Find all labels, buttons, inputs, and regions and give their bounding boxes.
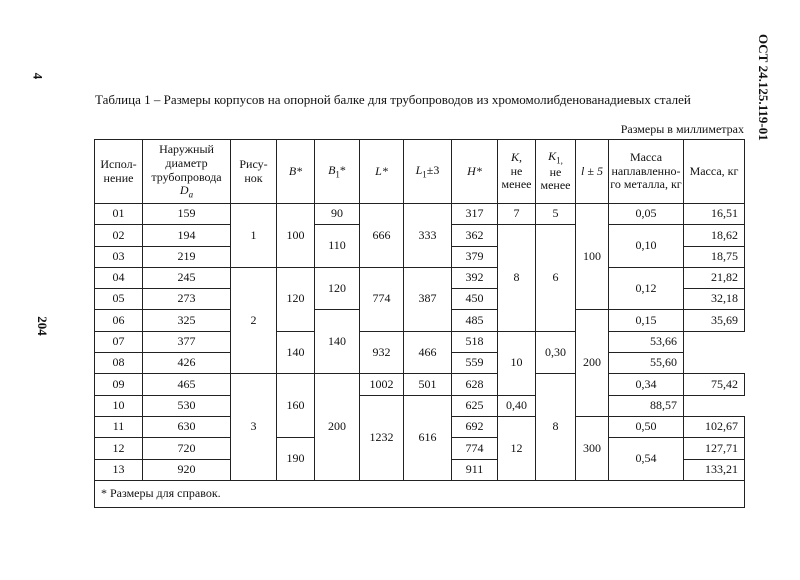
header-k: K, не менее	[498, 140, 536, 204]
cell-weld-mass: 0,30	[536, 331, 576, 374]
footnote: * Размеры для справок.	[95, 480, 745, 507]
cell-mass: 32,18	[684, 289, 745, 310]
cell-diameter: 219	[143, 246, 231, 267]
cell-k: 8	[498, 225, 536, 331]
cell-l-small: 100	[576, 204, 609, 310]
cell-mass: 53,66	[609, 331, 684, 352]
cell-l: 932	[360, 331, 404, 374]
units-note: Размеры в миллиметрах	[620, 122, 744, 136]
cell-h: 692	[452, 416, 498, 437]
cell-diameter: 630	[143, 416, 231, 437]
cell-diameter: 245	[143, 267, 231, 288]
cell-execution: 07	[95, 331, 143, 352]
cell-diameter: 465	[143, 374, 231, 395]
cell-h: 317	[452, 204, 498, 225]
cell-h: 559	[452, 353, 498, 374]
header-weld-mass: Масса наплавленно-го металла, кг	[609, 140, 684, 204]
cell-mass: 35,69	[684, 310, 745, 331]
cell-execution: 05	[95, 289, 143, 310]
cell-weld-mass: 0,34	[609, 374, 684, 395]
cell-figure: 2	[231, 267, 277, 373]
cell-b: 120	[277, 267, 315, 331]
cell-h: 379	[452, 246, 498, 267]
cell-execution: 06	[95, 310, 143, 331]
table-row	[95, 204, 745, 225]
cell-diameter: 194	[143, 225, 231, 246]
cell-weld-mass: 0,05	[609, 204, 684, 225]
table-row	[95, 374, 745, 395]
cell-weld-mass: 0,50	[609, 416, 684, 437]
cell-h: 485	[452, 310, 498, 331]
cell-execution: 12	[95, 438, 143, 459]
cell-l-small: 300	[576, 416, 609, 480]
cell-k: 12	[498, 416, 536, 480]
cell-mass: 55,60	[609, 353, 684, 374]
cell-mass: 88,57	[609, 395, 684, 416]
cell-l1: 333	[404, 204, 452, 268]
cell-k: 10	[498, 331, 536, 395]
cell-h: 362	[452, 225, 498, 246]
side-page-number: 204	[34, 316, 50, 336]
cell-b1: 110	[315, 225, 360, 268]
cell-l1: 387	[404, 267, 452, 331]
cell-diameter: 720	[143, 438, 231, 459]
table-title: Таблица 1 – Размеры корпусов на опорной балке для трубопроводов из хромомолибденованадиевых сталей	[95, 92, 691, 107]
header-b: B*	[277, 140, 315, 204]
cell-execution: 10	[95, 395, 143, 416]
table-row	[95, 331, 745, 352]
header-l: L*	[360, 140, 404, 204]
cell-diameter: 530	[143, 395, 231, 416]
cell-diameter: 325	[143, 310, 231, 331]
header-l-small: l ± 5	[576, 140, 609, 204]
cell-weld-mass: 0,12	[609, 267, 684, 310]
cell-b1: 140	[315, 310, 360, 374]
cell-diameter: 426	[143, 353, 231, 374]
cell-diameter: 159	[143, 204, 231, 225]
cell-mass: 127,71	[684, 438, 745, 459]
dimensions-table	[94, 139, 745, 508]
footnote-row	[95, 480, 745, 507]
cell-k1: 8	[536, 374, 576, 480]
cell-mass: 102,67	[684, 416, 745, 437]
cell-h: 625	[452, 395, 498, 416]
cell-weld-mass: 0,54	[609, 438, 684, 481]
cell-l1: 466	[404, 331, 452, 374]
cell-mass: 133,21	[684, 459, 745, 480]
cell-mass: 18,62	[684, 225, 745, 246]
cell-execution: 04	[95, 267, 143, 288]
table-row	[95, 267, 745, 288]
cell-mass: 21,82	[684, 267, 745, 288]
cell-l-small: 200	[576, 310, 609, 416]
cell-weld-mass: 0,40	[498, 395, 536, 416]
header-h: H*	[452, 140, 498, 204]
cell-execution: 11	[95, 416, 143, 437]
cell-weld-mass: 0,10	[609, 225, 684, 268]
cell-b: 160	[277, 374, 315, 438]
page-number: 4	[30, 72, 46, 80]
cell-execution: 08	[95, 353, 143, 374]
cell-b1: 90	[315, 204, 360, 225]
cell-h: 392	[452, 267, 498, 288]
table-row	[95, 395, 745, 416]
header-mass: Масса, кг	[684, 140, 745, 204]
cell-l: 774	[360, 267, 404, 331]
cell-mass: 75,42	[684, 374, 745, 395]
cell-b1: 200	[315, 374, 360, 480]
cell-diameter: 273	[143, 289, 231, 310]
header-l1: $L_1\pm 3$	[404, 140, 452, 204]
cell-l: 1232	[360, 395, 404, 480]
cell-b: 140	[277, 331, 315, 374]
cell-b1: 120	[315, 267, 360, 310]
cell-diameter: 377	[143, 331, 231, 352]
cell-k1: 6	[536, 225, 576, 331]
cell-l1: 616	[404, 395, 452, 480]
header-outer-diameter: Наружный диаметр трубопровода $D_a$	[143, 140, 231, 204]
cell-b: 190	[277, 438, 315, 481]
cell-weld-mass: 0,15	[609, 310, 684, 331]
cell-l: 1002	[360, 374, 404, 395]
cell-h: 628	[452, 374, 498, 395]
cell-diameter: 920	[143, 459, 231, 480]
cell-execution: 02	[95, 225, 143, 246]
cell-execution: 03	[95, 246, 143, 267]
document-code: ОСТ 24.125.119-01	[756, 34, 771, 141]
cell-h: 911	[452, 459, 498, 480]
cell-k: 7	[498, 204, 536, 225]
header-k1: $K_{1,}$ не менее	[536, 140, 576, 204]
cell-l1: 501	[404, 374, 452, 395]
cell-execution: 13	[95, 459, 143, 480]
header-row	[95, 140, 745, 204]
cell-h: 450	[452, 289, 498, 310]
cell-figure: 3	[231, 374, 277, 480]
cell-figure: 1	[231, 204, 277, 268]
header-figure: Рису-нок	[231, 140, 277, 204]
header-execution: Испол-нение	[95, 140, 143, 204]
cell-mass: 16,51	[684, 204, 745, 225]
cell-b: 100	[277, 204, 315, 268]
header-b1: $B_1*$	[315, 140, 360, 204]
cell-h: 518	[452, 331, 498, 352]
cell-execution: 09	[95, 374, 143, 395]
cell-k1: 5	[536, 204, 576, 225]
cell-mass: 18,75	[684, 246, 745, 267]
cell-l: 666	[360, 204, 404, 268]
cell-h: 774	[452, 438, 498, 459]
cell-execution: 01	[95, 204, 143, 225]
